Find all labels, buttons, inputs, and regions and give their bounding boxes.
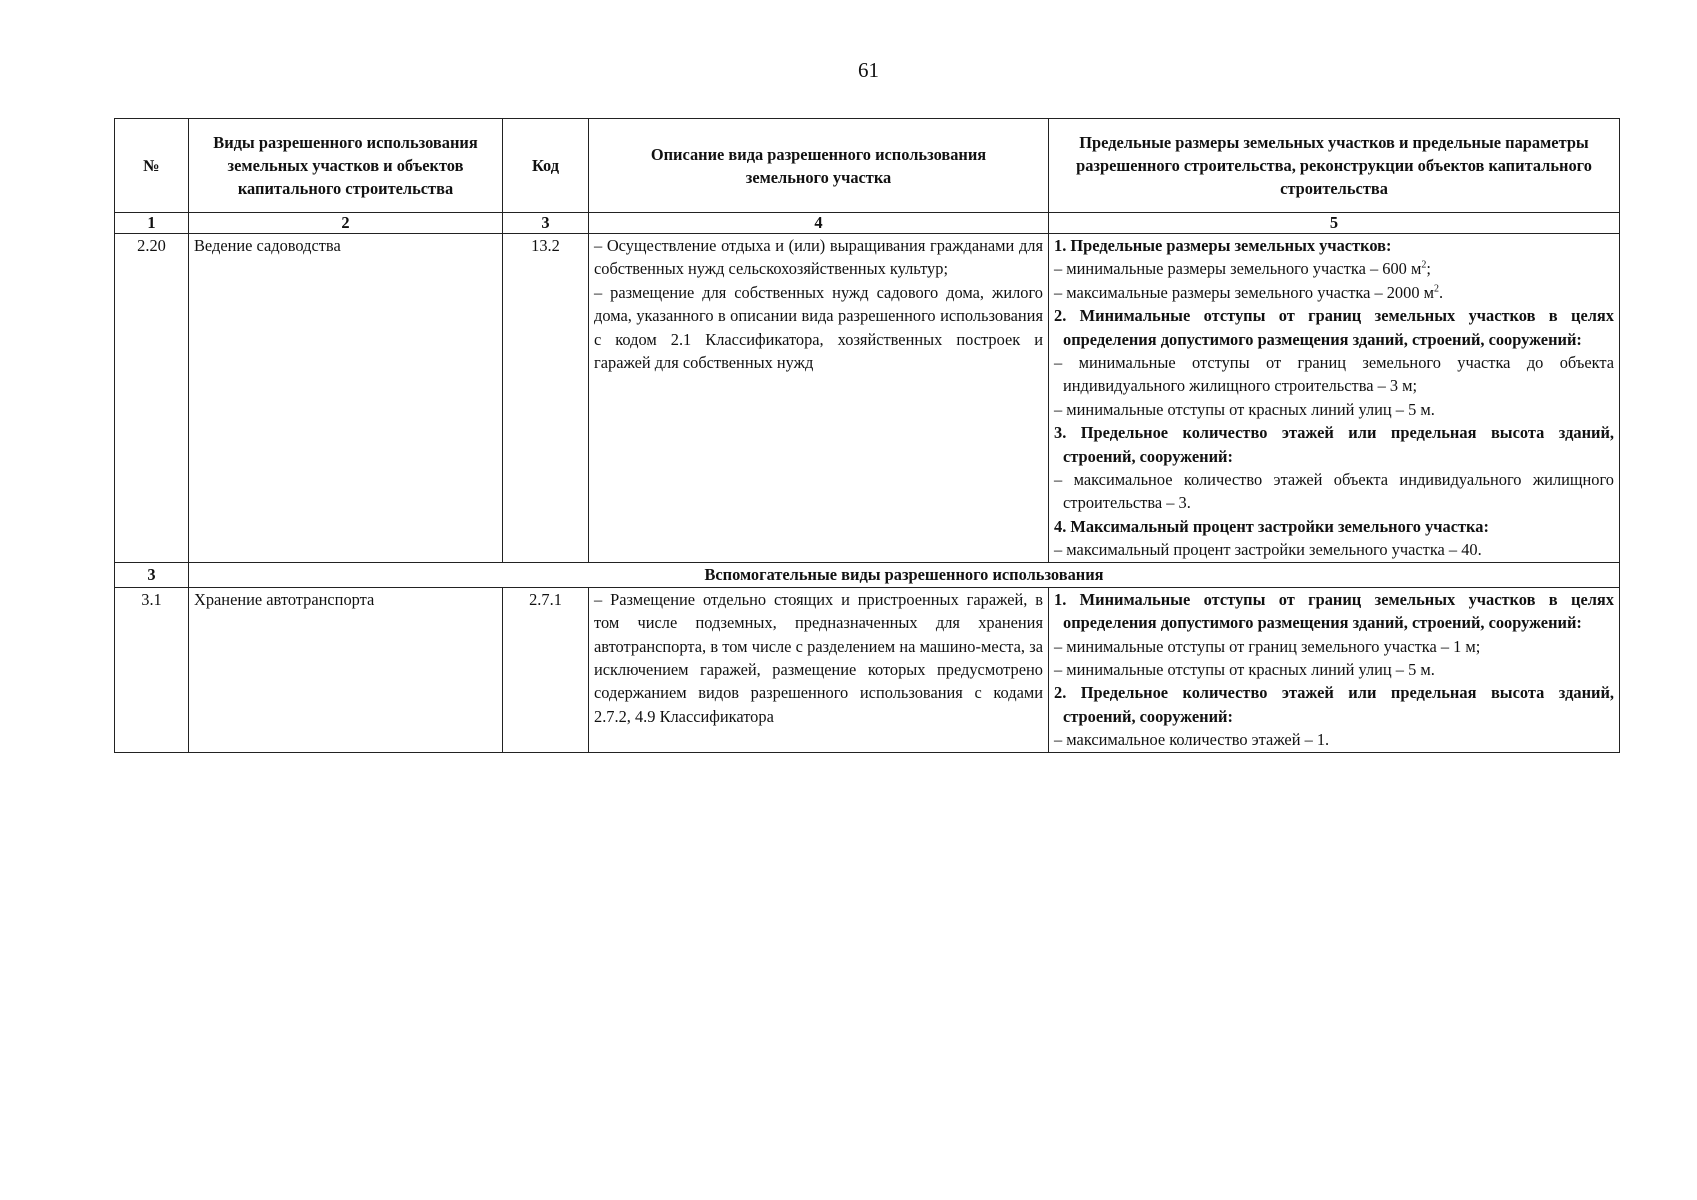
row-code: 13.2 xyxy=(503,234,589,563)
param-item: – минимальные отступы от границ земельного участка – 1 м; xyxy=(1054,636,1481,656)
header-row xyxy=(115,119,1620,213)
row-parameters xyxy=(1049,587,1620,752)
section-number: 3 xyxy=(115,562,189,587)
row-number: 3.1 xyxy=(115,587,189,752)
param-item: – минимальные отступы от красных линий улиц – 5 м. xyxy=(1054,659,1435,679)
header-code: Код xyxy=(503,119,589,213)
column-number: 3 xyxy=(503,213,589,234)
header-description: Описание вида разрешенного использования земельного участка xyxy=(589,119,1049,213)
row-parameters xyxy=(1049,234,1620,563)
param-item: – минимальные отступы от красных линий улиц – 5 м. xyxy=(1054,399,1435,419)
param-heading: 4. Максимальный процент застройки земельного участка: xyxy=(1054,516,1489,536)
param-heading: 2. Минимальные отступы от границ земельных участков в целях определения допустимого размещения зданий, строений, сооружений: xyxy=(1054,306,1614,349)
table-row xyxy=(115,587,1620,752)
description-paragraph: – Размещение отдельно стоящих и пристроенных гаражей, в том числе подземных, предназначенных для хранения автотранспорта, в том числе с разделением на машино-места, за исключением гаражей, размещение которых предусмотрено содержанием видов разрешенного использования с кодами 2.7.2, 4.9 Классификатора xyxy=(594,589,1043,726)
param-item: – максимальное количество этажей объекта индивидуального жилищного строительства – 3. xyxy=(1054,470,1614,513)
column-number-row xyxy=(115,213,1620,234)
row-use-name: Ведение садоводства xyxy=(189,234,503,563)
param-heading: 1. Предельные размеры земельных участков: xyxy=(1054,236,1392,255)
column-number: 4 xyxy=(589,213,1049,234)
header-use-type: Виды разрешенного использования земельных участков и объектов капитального строительства xyxy=(189,119,503,213)
section-title: Вспомогательные виды разрешенного использования xyxy=(189,562,1620,587)
param-item: – максимальные размеры земельного участка – 2000 $м^2$. xyxy=(1054,282,1444,302)
param-item: – максимальный процент застройки земельного участка – 40. xyxy=(1054,540,1482,560)
description-paragraph: – Осуществление отдыха и (или) выращивания гражданами для собственных нужд сельскохозяйственных культур; xyxy=(594,236,1043,279)
row-description xyxy=(589,234,1049,563)
param-item: – минимальные отступы от границ земельного участка до объекта индивидуального жилищного строительства – 3 м; xyxy=(1054,353,1614,396)
row-code: 2.7.1 xyxy=(503,587,589,752)
column-number: 5 xyxy=(1049,213,1620,234)
param-heading: 2. Предельное количество этажей или предельная высота зданий, строений, сооружений: xyxy=(1054,683,1614,726)
table-row xyxy=(115,234,1620,563)
description-paragraph: – размещение для собственных нужд садового дома, жилого дома, указанного в описании вида разрешенного использования с кодом 2.1 Классификатора, хозяйственных построек и гаражей для собственных нужд xyxy=(594,282,1043,373)
row-use-name: Хранение автотранспорта xyxy=(189,587,503,752)
land-use-table xyxy=(114,118,1620,753)
header-parameters: Предельные размеры земельных участков и предельные параметры разрешенного строительства, реконструкции объектов капитального строительства xyxy=(1049,119,1620,213)
param-item: – максимальное количество этажей – 1. xyxy=(1054,730,1330,750)
page-number: 61 xyxy=(858,58,879,82)
row-description xyxy=(589,587,1049,752)
row-number: 2.20 xyxy=(115,234,189,563)
param-item: – минимальные размеры земельного участка – 600 $м^2$; xyxy=(1054,259,1431,279)
header-num: № xyxy=(115,119,189,213)
param-heading: 1. Минимальные отступы от границ земельных участков в целях определения допустимого размещения зданий, строений, сооружений: xyxy=(1054,589,1614,633)
param-heading: 3. Предельное количество этажей или предельная высота зданий, строений, сооружений: xyxy=(1054,423,1614,466)
column-number: 1 xyxy=(115,213,189,234)
column-number: 2 xyxy=(189,213,503,234)
section-row xyxy=(115,562,1620,587)
